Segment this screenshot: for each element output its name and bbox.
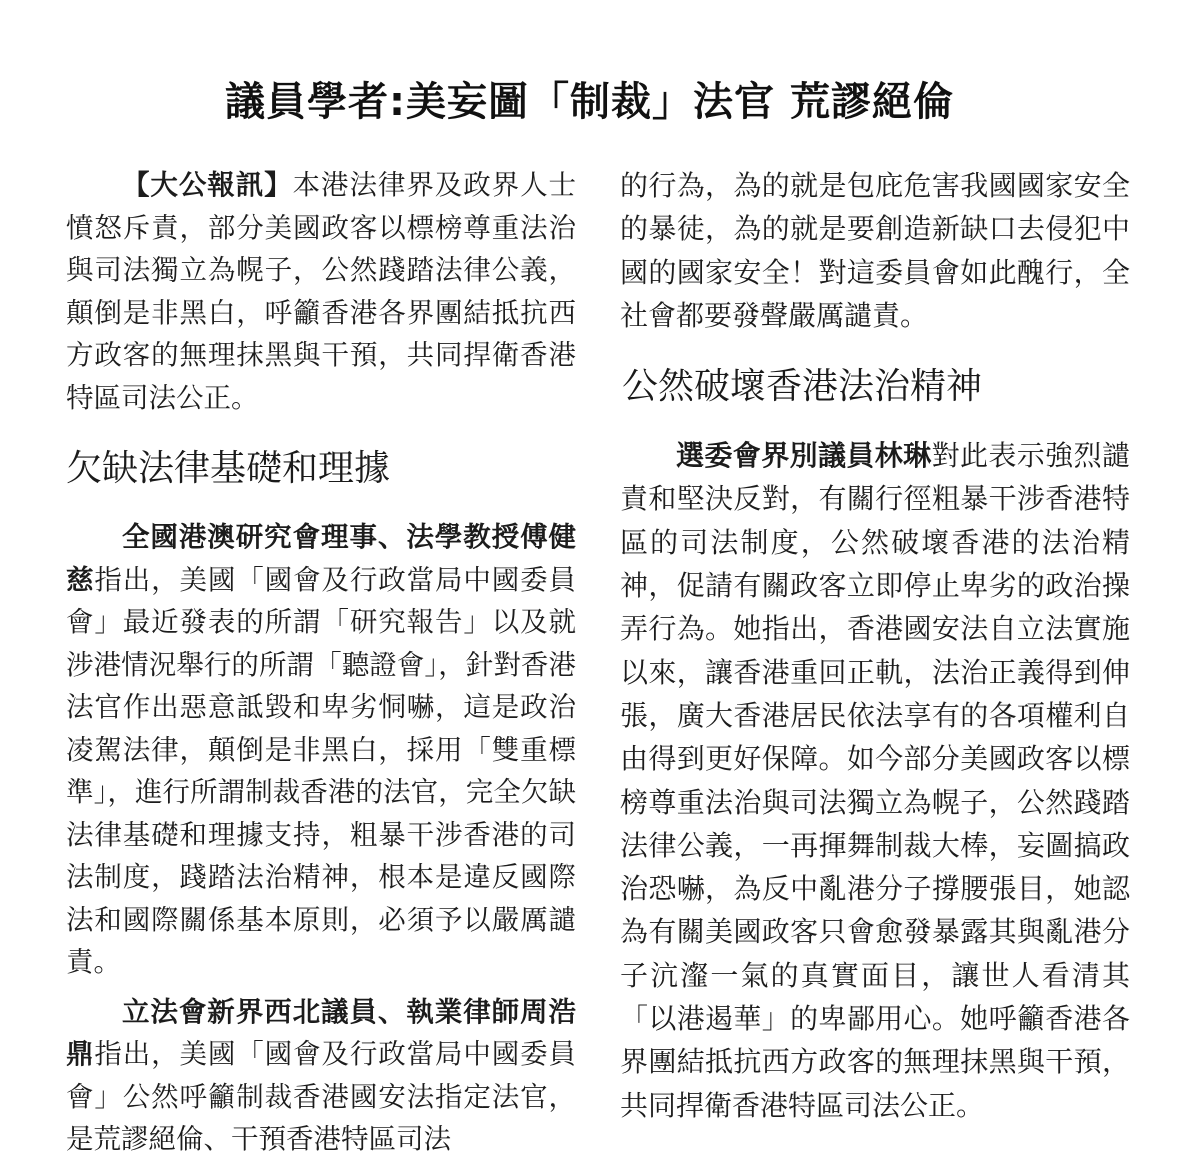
subhead-lacking-legal-basis: 欠缺法律基礎和理據	[66, 448, 391, 490]
paragraph-lam-lam	[620, 434, 1130, 1127]
paragraph-text: 對此表示強烈譴責和堅決反對，有關行徑粗暴干涉香港特區的司法制度，公然破壞香港的法治精神，促請有關政客立即停止卑劣的政治操弄行為。她指出，香港國安法自立法實施以來，讓香港重回正軌，法治正義得到伸張，廣大香港居民依法享有的各項權利自由得到更好保障。如今部分美國政客以標榜尊重法治與司法獨立為幌子，公然踐踏法律公義，一再揮舞制裁大棒，妄圖搞政治恐嚇，為反中亂港分子撐腰張目，她認為有關美國政客只會愈發暴露其與亂港分子沆瀣一氣的真實面目，讓世人看清其「以港遏華」的卑鄙用心。她呼籲香港各界團結抵抗西方政客的無理抹黑與干預，共同捍衛香港特區司法公正。	[620, 439, 1130, 1122]
headline: 議員學者:美妄圖「制裁」法官 荒謬絕倫	[225, 79, 954, 125]
speaker-name: 立法會新界西北議員、執業律師周浩鼎	[66, 995, 576, 1071]
lead-text: 本港法律界及政界人士憤怒斥責，部分美國政客以標榜尊重法治與司法獨立為幌子，公然踐踏法律公義，顛倒是非黑白，呼籲香港各界團結抵抗西方政客的無理抹黑與干預，共同捍衛香港特區司法公正。	[66, 169, 577, 414]
lead-paragraph	[66, 164, 576, 419]
paragraph-chow-ho-ding	[66, 991, 576, 1161]
paragraph-fu-kin-chi	[66, 516, 576, 984]
right-column	[620, 164, 1130, 1127]
speaker-name: 選委會界別議員林琳	[676, 439, 932, 473]
speaker-name: 全國港澳研究會理事、法學教授傅健慈	[66, 521, 576, 596]
paragraph-text: 指出，美國「國會及行政當局中國委員會」最近發表的所謂「研究報告」以及就涉港情況舉行的所謂「聽證會」，針對香港法官作出惡意詆毀和卑劣恫嚇，這是政治凌駕法律，顛倒是非黑白，採用「雙重標準」，進行所謂制裁香港的法官，完全欠缺法律基礎和理據支持，粗暴干涉香港的司法制度，踐踏法治精神，根本是違反國際法和國際關係基本原則，必須予以嚴厲譴責。	[66, 563, 577, 979]
left-column	[66, 164, 576, 1161]
subhead-undermining-rule-of-law: 公然破壞香港法治精神	[622, 366, 983, 408]
paragraph-text: 指出，美國「國會及行政當局中國委員會」公然呼籲制裁香港國安法指定法官，是荒謬絕倫、干預香港特區司法	[66, 1038, 577, 1156]
news-source-tag: 【大公報訊】	[122, 169, 293, 201]
paragraph-chow-ho-ding-continued: 的行為，為的就是包庇危害我國國家安全的暴徒，為的就是要創造新缺口去侵犯中國的國家安全！對這委員會如此醜行，全社會都要發聲嚴厲譴責。	[620, 169, 1130, 332]
